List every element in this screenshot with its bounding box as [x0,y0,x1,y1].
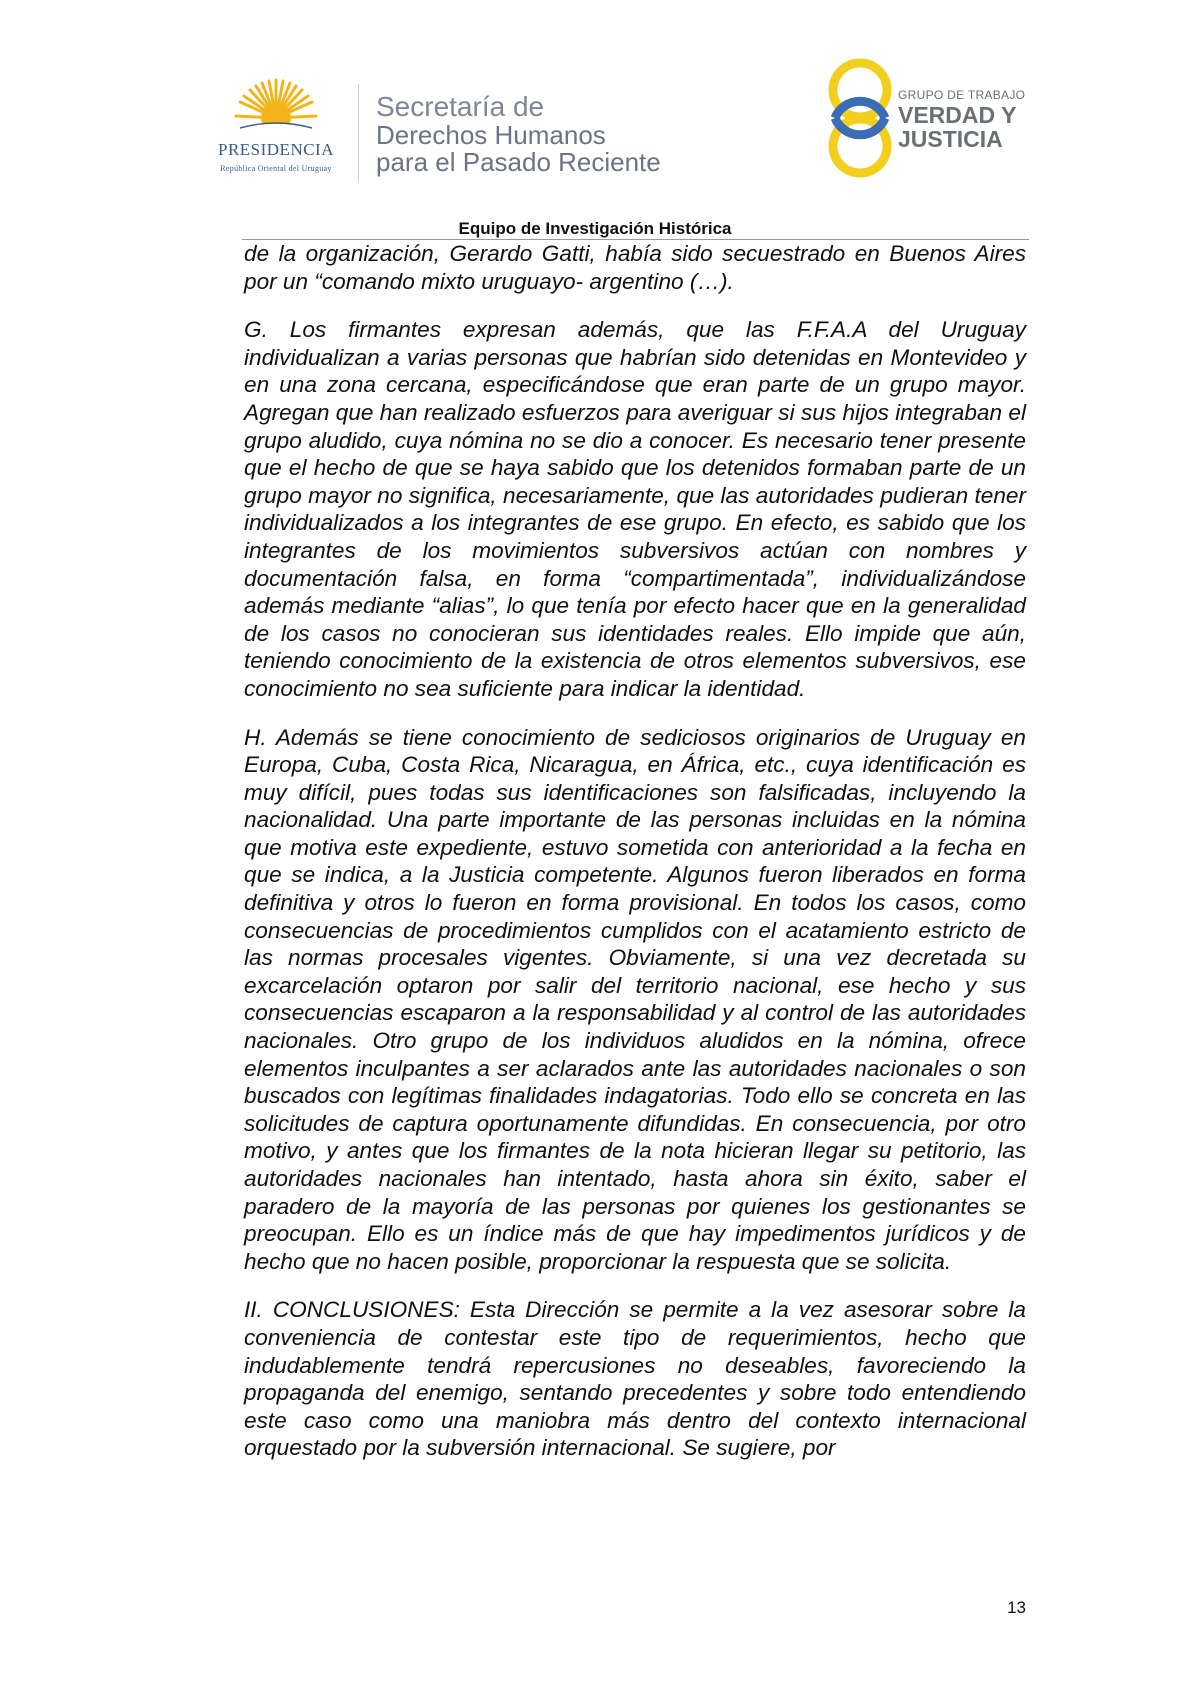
gtvj-title [898,103,1016,151]
paragraph: H. Además se tiene conocimiento de sediciosos originarios de Uruguay en Europa, Cuba, Costa Rica, Nicaragua, en África, etc., cuya identificación es muy difícil, pues todas sus identificaciones son falsificadas, incluyendo la nacionalidad. Una parte importante de las personas incluidas en la nómina que motiva este expediente, estuvo sometida con anterioridad a la fecha en que se indica, a la Justicia competente. Algunos fueron liberados en forma definitiva y otros lo fueron en forma provisional. En todos los casos, como consecuencias de procedimientos cumplidos con el acatamiento estricto de las normas procesales vigentes. Obviamente, si una vez decretada su excarcelación optaron por salir del territorio nacional, ese hecho y sus consecuencias escaparon a la responsabilidad y al control de las autoridades nacionales. Otro grupo de los individuos aludidos en la nómina, ofrece elementos inculpantes a ser aclarados ante las autoridades nacionales o son buscados con legítimas finalidades indagatorias. Todo ello se concreta en las solicitudes de captura oportunamente difundidas. En consecuencia, por otro motivo, y antes que los firmantes de la nota hicieran llegar su petitorio, las autoridades nacionales han intentado, hasta ahora sin éxito, saber el paradero de la mayoría de las personas por quienes los gestionantes se preocupan. Ello es un índice más de que hay impedimentos jurídicos y de hecho que no hacen posible, proporcionar la respuesta que se solicita. [244,724,1026,1274]
secretaria-line-3: para el Pasado Reciente [376,147,661,177]
paragraph: de la organización, Gerardo Gatti, había sido secuestrado en Buenos Aires por un “comando mixto uruguayo- argentino (…). [244,241,1026,294]
rings-icon [822,56,898,180]
sun-emblem-icon [234,78,318,140]
secretaria-title [376,92,661,176]
presidencia-subtitle: República Oriental del Uruguay [220,164,332,173]
page-number: 13 [1007,1598,1026,1617]
secretaria-line-1: Secretaría de [376,91,545,122]
gtvj-subtitle: GRUPO DE TRABAJO [898,88,1026,102]
paragraph: II. CONCLUSIONES: Esta Dirección se permite a la vez asesorar sobre la conveniencia de contestar este tipo de requerimientos, hecho que indudablemente tendrá repercusiones no deseables, favoreciendo la propaganda del enemigo, sentando precedentes y sobre todo entendiendo este caso como una maniobra más dentro del contexto internacional orquestado por la subversión internacional. Se sugiere, por [244,1297,1026,1461]
gtvj-title-line-2: JUSTICIA [898,126,1003,152]
logo-divider [358,84,359,182]
verdad-justicia-logo [822,56,1032,180]
presidencia-logo [196,78,356,178]
document-body [244,240,1026,1483]
gtvj-title-line-1: VERDAD Y [898,102,1017,128]
page-header [0,0,1190,240]
secretaria-line-2: Derechos Humanos [376,120,606,150]
presidencia-name: PRESIDENCIA [217,140,334,159]
paragraph: G. Los firmantes expresan además, que las F.F.A.A del Uruguay individualizan a varias personas que habrían sido detenidas en Montevideo y en una zona cercana, especificándose que eran parte de un grupo mayor. Agregan que han realizado esfuerzos para averiguar si sus hijos integraban el grupo aludido, cuya nómina no se dio a conocer. Es necesario tener presente que el hecho de que se haya sabido que los detenidos formaban parte de un grupo mayor no significa, necesariamente, que las autoridades pudieran tener individualizados a los integrantes de ese grupo. En efecto, es sabido que los integrantes de los movimientos subversivos actúan con nombres y documentación falsa, en forma “compartimentada”, individualizándose además mediante “alias”, lo que tenía por efecto hacer que en la generalidad de los casos no conocieran sus identidades reales. Ello impide que aún, teniendo conocimiento de la existencia de otros elementos subversivos, ese conocimiento no sea suficiente para indicar la identidad. [244,317,1026,701]
team-title: Equipo de Investigación Histórica [458,219,732,238]
